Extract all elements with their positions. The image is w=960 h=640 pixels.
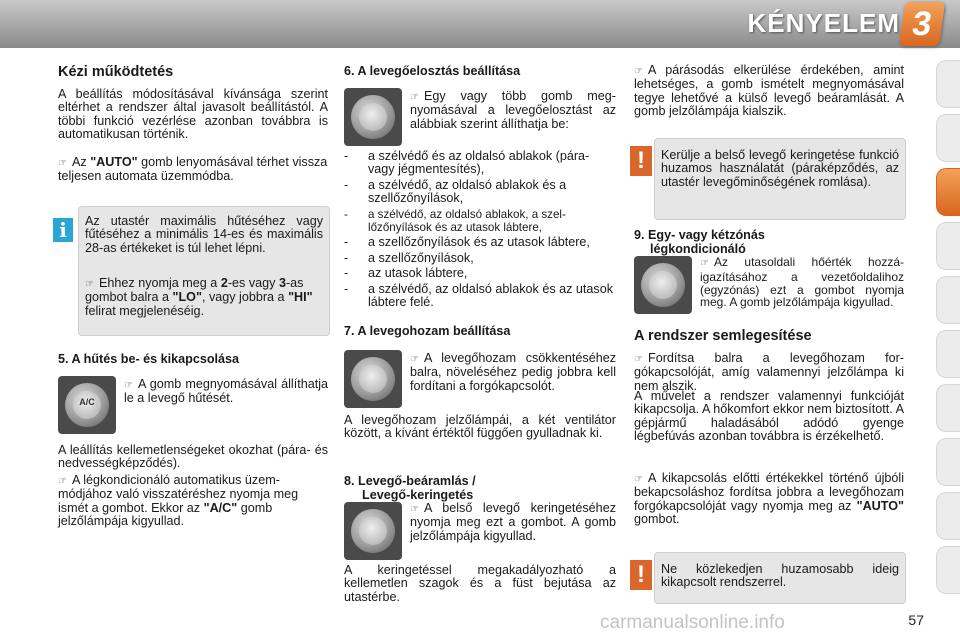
section-heading-manual: Kézi működtetés [58, 64, 174, 80]
intro-paragraph: A beállítás módosításával kívánsága szerint eltérhet a rendszer által javasolt beállítástól. A többi funkció vezérlése azonban továbbra is automatikusan történik. [58, 87, 328, 142]
air-distribution-knob-image [344, 88, 402, 146]
col3-top-bullet: ☞ A párásodás elkerülése érdekében, amint lehetséges, a gomb ismételt megnyomásával tegye lehetővé a külső levegő beáramlását. A gomb jelzőlámpája kialszik. [634, 63, 904, 119]
chapter-tab[interactable] [936, 330, 960, 378]
warning-icon: ! [630, 560, 652, 590]
s5-bullet: ☞ A gomb megnyomásával állíthatja le a levegő hűtését. [124, 377, 328, 406]
list-item: - a szélvédő, az oldalsó ablakok és a szellőzőnyílások, [344, 177, 567, 206]
ac-button-label: A/C [79, 397, 95, 407]
section-9-title: 9. Egy- vagy kétzónás légkondicionáló [634, 228, 765, 256]
pointing-hand-icon: ☞ [634, 354, 643, 365]
s6-bullet: ☞ Egy vagy több gomb megnyomásával a levegőelosztást az alábbiak szerint állíthatja be: [410, 89, 616, 131]
chapter-tab-active[interactable] [936, 168, 960, 216]
pointing-hand-icon: ☞ [410, 354, 419, 365]
s8-bullet: ☞ A belső levegő keringetéséhez nyomja meg ezt a gombot. A gomb jelzőlámpája kigyullad. [410, 501, 616, 543]
chapter-tab[interactable] [936, 492, 960, 540]
dual-zone-button-image [634, 256, 692, 314]
info-text: Az utastér maximális hűtéséhez vagy fűtéséhez a minimális 14-es és maximális 28-as értékeket is túl lehet lépni. [85, 214, 323, 255]
neutral-bullet: ☞ Fordítsa balra a levegőhozam forgókapcsolóját, amíg valamennyi jelzőlámpa ki nem alszik. [634, 351, 904, 393]
pointing-hand-icon: ☞ [634, 66, 643, 77]
pointing-hand-icon: ☞ [58, 158, 67, 169]
chapter-tab[interactable] [936, 222, 960, 270]
list-item: - a szélvédő, az oldalsó ablakok és az utasok lábtere felé. [344, 281, 614, 310]
list-item: - a szellőzőnyílások, [344, 250, 474, 265]
pointing-hand-icon: ☞ [700, 258, 709, 269]
warning-text: Kerülje a belső levegő keringetése funkció huzamos használatát (páraképződés, az utastér levegőminőségének romlása). [661, 148, 899, 189]
section-heading-neutralise: A rendszer semlegesítése [634, 328, 812, 344]
chapter-tab[interactable] [936, 114, 960, 162]
pointing-hand-icon: ☞ [124, 380, 133, 391]
list-item: - a szellőzőnyílások és az utasok lábtere, [344, 235, 590, 250]
list-item: - a szélvédő és az oldalsó ablakok (pára- vagy jégmentesítés), [344, 149, 590, 177]
list-item: - a szélvédő, az oldalsó ablakok, a szellőzőnyílások és az utasok lábtere, [344, 207, 566, 235]
neutral-bullet-2: ☞ A kikapcsolás előtti értékekkel történő újbóli bekapcsoláshoz fordítsa jobbra a levegőhozam forgókapcsolóját vagy nyomja meg az "AUTO" gombot. [634, 471, 904, 527]
bullet-auto: ☞ Az "AUTO" gomb lenyomásával térhet vissza teljesen automata üzemmódba. [58, 155, 328, 184]
page-number: 57 [908, 612, 924, 628]
warning-box-2 [654, 552, 906, 604]
s5-paragraph: A leállítás kellemetlenségeket okozhat (pára- és nedvességképződés). [58, 443, 328, 471]
pointing-hand-icon: ☞ [410, 92, 419, 103]
neutral-paragraph: A művelet a rendszer valamennyi funkcióját kikapcsolja. A hőkomfort ekkor nem biztosított. A gépjármű haladásából adódó gyenge légbefúvás azonban továbbra is érzékelhető. [634, 389, 904, 444]
section-7-title: 7. A levegohozam beállítása [344, 324, 511, 338]
s5-bullet-2: ☞ A légkondicionáló automatikus üzemmódjához való visszatéréshez nyomja meg ismét a gombot. Ekkor az "A/C" gomb jelzőlámpája kigyullad. [58, 473, 299, 529]
section-5-title: 5. A hűtés be- és kikapcsolása [58, 352, 240, 366]
warning-icon: ! [630, 146, 652, 176]
chapter-tab[interactable] [936, 276, 960, 324]
section-6-title: 6. A levegőelosztás beállítása [344, 64, 521, 78]
chapter-tab[interactable] [936, 384, 960, 432]
s7-bullet: ☞ A levegőhozam csökkentéséhez balra, növeléséhez pedig jobbra kell fordítani a forgókapcsolót. [410, 351, 616, 393]
info-bullet: ☞ Ehhez nyomja meg a 2-es vagy 3-as gombot balra a "LO", vagy jobbra a "HI" felirat megjelenéséig. [85, 276, 313, 318]
pointing-hand-icon: ☞ [634, 474, 643, 485]
air-flow-knob-image [344, 350, 402, 408]
chapter-tab[interactable] [936, 60, 960, 108]
pointing-hand-icon: ☞ [410, 504, 419, 515]
s7-paragraph: A levegőhozam jelzőlámpái, a két ventilátor között, a kívánt értéktől függően gyulladnak ki. [344, 413, 616, 441]
chapter-tabs [936, 60, 960, 620]
watermark: carmanualsonline.info [600, 612, 785, 633]
warning-box [654, 138, 906, 220]
info-box [78, 206, 330, 336]
recirculation-button-image [344, 502, 402, 560]
chapter-badge: 3 [899, 2, 945, 46]
chapter-tab[interactable] [936, 438, 960, 486]
warning-text-2: Ne közlekedjen huzamosabb ideig kikapcsolt rendszerrel. [661, 562, 899, 590]
page-title: KÉNYELEM [747, 8, 900, 38]
info-icon: i [53, 218, 73, 242]
chapter-tab[interactable] [936, 546, 960, 594]
s6-list [344, 150, 616, 311]
ac-button-image [58, 376, 116, 434]
s9-bullet: ☞ Az utasoldali hőérték hozzáigazításához a vezetőoldalihoz (egyzónás) ezt a gombot nyomja meg. A gomb jelzőlámpája kigyullad. [700, 255, 904, 310]
section-8-title: 8. Levegő-beáramlás / Levegő-keringetés [344, 474, 476, 502]
pointing-hand-icon: ☞ [58, 476, 67, 487]
pointing-hand-icon: ☞ [85, 279, 94, 290]
list-item: - az utasok lábtere, [344, 266, 468, 281]
s8-paragraph: A keringetéssel megakadályozható a kellemetlen szagok és a füst bejutása az utastérbe. [344, 563, 616, 604]
